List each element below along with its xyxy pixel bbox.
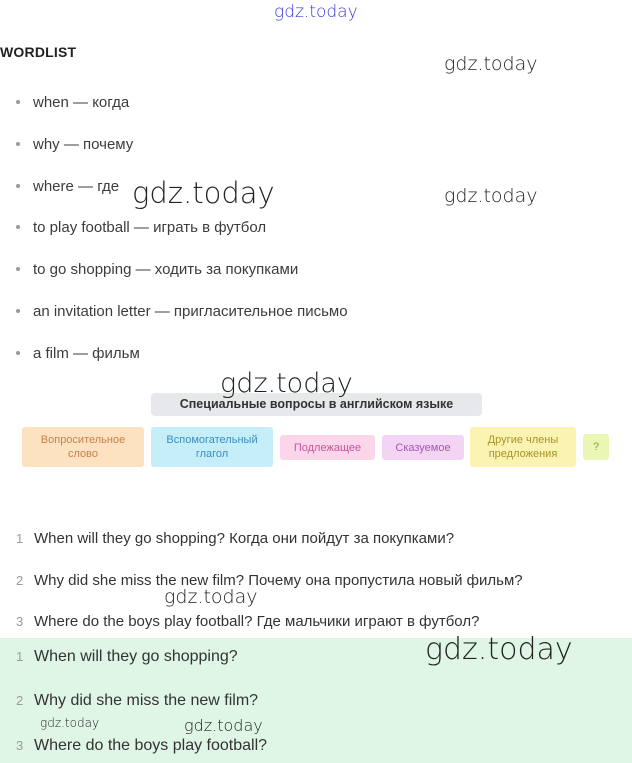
bullet-icon <box>16 184 20 188</box>
answer-number: 2 <box>16 693 24 708</box>
wordlist-item-text: when — когда <box>33 94 130 111</box>
box-line: Вопросительное <box>40 434 126 446</box>
watermark: gdz.today <box>164 586 258 608</box>
example-number: 1 <box>16 531 24 546</box>
bullet-icon <box>16 142 20 146</box>
wordlist-item-text: to play football — играть в футбол <box>33 219 267 236</box>
watermark-top: gdz.today <box>274 2 358 22</box>
answer-text: Where do the boys play football? <box>34 737 268 754</box>
bullet-icon <box>16 225 20 229</box>
watermark: gdz.today <box>184 716 263 735</box>
watermark: gdz.today <box>40 716 100 730</box>
example-row <box>16 530 454 547</box>
example-text: When will they go shopping? Когда они пойдут за покупками? <box>34 530 455 547</box>
answer-number: 3 <box>16 738 24 753</box>
watermark: gdz.today <box>220 368 353 399</box>
example-number: 2 <box>16 573 24 588</box>
diagram-box-other-members <box>470 427 576 467</box>
box-line: предложения <box>488 448 558 460</box>
example-text: Where do the boys play football? Где мальчики играют в футбол? <box>34 613 480 630</box>
example-row <box>16 613 479 630</box>
answer-text: When will they go shopping? <box>34 648 238 665</box>
diagram-box-auxiliary-verb <box>151 427 273 467</box>
diagram-title: Специальные вопросы в английском языке <box>151 393 482 416</box>
box-line: Подлежащее <box>293 441 362 454</box>
box-line: Вспомогательный <box>166 434 258 446</box>
watermark: gdz.today <box>444 185 538 207</box>
answer-text: Why did she miss the new film? <box>34 692 259 709</box>
bullet-icon <box>16 100 20 104</box>
box-line: слово <box>67 448 98 460</box>
wordlist-title: WORDLIST <box>0 44 77 60</box>
wordlist-item <box>16 94 129 111</box>
diagram-box-question-mark <box>583 434 609 460</box>
diagram-box-predicate <box>382 435 464 460</box>
wordlist-item-text: why — почему <box>33 136 134 153</box>
answer-row <box>16 737 267 755</box>
wordlist-item-text: an invitation letter — пригласительное письмо <box>33 303 348 320</box>
box-line: Сказуемое <box>395 441 451 454</box>
wordlist-item <box>16 219 266 236</box>
wordlist-item <box>16 345 140 362</box>
wordlist-item <box>16 303 348 320</box>
wordlist-item-text: a film — фильм <box>33 345 140 362</box>
example-number: 3 <box>16 614 24 629</box>
wordlist-item-text: to go shopping — ходить за покупками <box>33 261 299 278</box>
box-line: Другие члены <box>487 434 559 446</box>
diagram-box-subject <box>280 435 375 460</box>
bullet-icon <box>16 267 20 271</box>
wordlist-item <box>16 136 133 153</box>
wordlist-item <box>16 261 298 278</box>
box-line: глагол <box>195 448 229 460</box>
box-line: ? <box>592 441 600 453</box>
answer-row <box>16 692 258 710</box>
bullet-icon <box>16 309 20 313</box>
diagram-box-question-word <box>22 427 144 467</box>
answer-number: 1 <box>16 649 24 664</box>
wordlist-item <box>16 178 119 195</box>
answer-row <box>16 648 238 666</box>
watermark: gdz.today <box>444 53 538 75</box>
example-row <box>16 572 523 589</box>
watermark: gdz.today <box>132 176 275 210</box>
example-text: Why did she miss the new film? Почему она пропустила новый фильм? <box>34 572 523 589</box>
watermark: gdz.today <box>425 632 573 667</box>
wordlist-item-text: where — где <box>33 178 120 195</box>
bullet-icon <box>16 351 20 355</box>
